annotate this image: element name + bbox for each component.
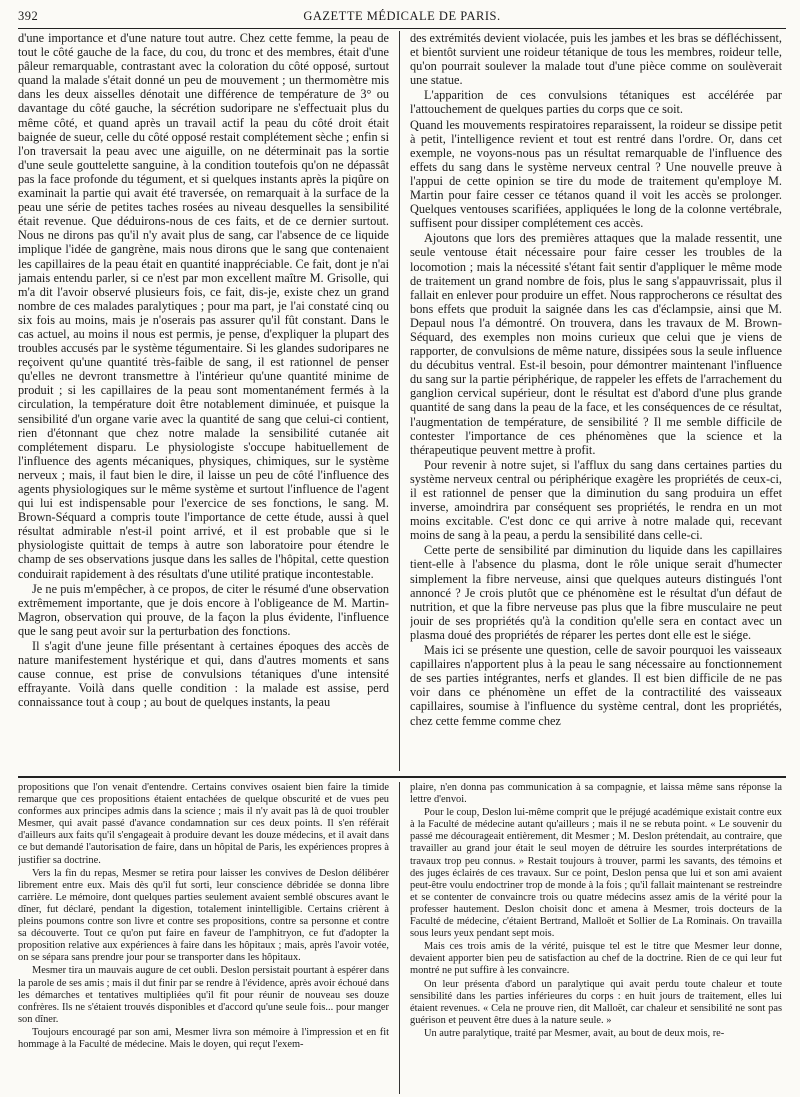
paragraph: On leur présenta d'abord un paralytique qui avait perdu toute chaleur et toute sensibilité dans les parties inférieures du corps : en huit jours de traitement, elles lui étaient revenues. « Cela ne prouve rien, dit Malloët, car chaleur et sensibilité ne sont pas guérison et peuvent être dues à la nature seule. » xyxy=(410,978,782,1026)
paragraph: Mais ici se présente une question, celle de savoir pourquoi les vaisseaux capillaires n'apportent plus à la peau le sang nécessaire au fonctionnement de ses parties intégrantes, nerfs et glandes. Il est bien difficile de ne pas voir dans ce phénomène un effet de la contractilité des vaisseaux capillaires, soumise à l'influence du système central, dont les propriétés, chez cette femme comme chez xyxy=(410,643,782,728)
paragraph: Cette perte de sensibilité par diminution du liquide dans les capillaires tient-elle à l'absence du plasma, dont le rôle unique serait d'humecter simplement la fibre nerveuse, ainsi que quelques auteurs distingués l'ont annoncé ? Je crois plutôt que ce phénomène est le résultat d'un défaut de nutrition, et que la fibre nerveuse pas plus que la fibre musculaire ne peut jouir de ses propriétés qu'à la condition qu'elle sera en contact avec un plasma doué des propriétés de réparer les pertes dont elle est le siége. xyxy=(410,543,782,642)
feuilleton-column-right xyxy=(410,782,782,1094)
paragraph: des extrémités devient violacée, puis les jambes et les bras se défléchissent, et bientôt survient une roideur tétanique de tous les membres, roideur telle, qu'on pourrait soulever la malade tout d'une pièce comme on soulèverait une statue. xyxy=(410,31,782,88)
running-title: GAZETTE MÉDICALE DE PARIS. xyxy=(303,9,501,23)
paragraph: Il s'agit d'une jeune fille présentant à certaines époques des accès de nature manifestement hystérique et qui, dans d'autres moments et sans cause connue, est prise de convulsions tétaniques d'une intensité effrayante. Voilà dans quelle condition : la malade est assise, perd connaissance tout à coup ; au bout de quelques instants, la peau xyxy=(18,639,389,710)
paragraph: Pour le coup, Deslon lui-même comprit que le préjugé académique existait contre eux à la Faculté de médecine autant qu'ailleurs ; mais il ne se rebuta point. « Le souvenir du passé me décourageait entièrement, dit Mesmer ; M. Deslon prétendait, au contraire, que travailler au grand jour était le seul moyen de détruire les sourdes interprétations de travaux trop peu connus. » Restait toujours à trouver, parmi les savants, des témoins et des juges éclairés de ces travaux. Sur ce point, Deslon pensa que lui et son ami avaient peut-être voulu endoctriner trop de monde à la fois ; qu'il fallait maintenant se restreindre et se contenter de convaincre trois ou quatre médecins assez amis de la vérité pour la professer hautement. Deslon choisit donc et amena à Mesmer, trois docteurs de la Faculté de médecine, c'étaient Bertrand, Malloët et Sollier de La Rominais. On travailla sous leurs yeux pendant sept mois. xyxy=(410,807,782,940)
paragraph: plaire, n'en donna pas communication à sa compagnie, et laissa même sans réponse la lettre d'envoi. xyxy=(410,782,782,806)
paragraph: Ajoutons que lors des premières attaques que la malade ressentit, une seule ventouse était nécessaire pour faire cesser les troubles de la locomotion ; mais la nécessité s'étant fait sentir d'appliquer le même mode de traitement un grand nombre de fois, plus le sang s'appauvrissait, plus il fallait en enlever pour produire un effet. Nous rapprocherons ce résultat des bons effets que produit la saignée dans les cas d'éclampsie, ainsi que M. Depaul nous l'a démontré. On trouvera, dans les travaux de M. Brown-Séquard, des exemples non moins curieux que celui que je viens de rapporter, de convulsions de même nature, dissipées sous la seule influence du décubitus ventral. Est-il besoin, pour démontrer maintenant l'influence du sang sur la partie périphérique, de rappeler les effets de l'arrachement du ganglion cervical supérieur, dont le résultat est d'abord d'une plus grande quantité de sang dans la peau de la face, et les conséquences de ce résultat, l'augmentation de température, de sensibilité ? Il me semble difficile de contester l'importance de ces phénomènes que la science et la thérapeutique peuvent mettre à profit. xyxy=(410,231,782,457)
article-column-left xyxy=(18,31,389,774)
paragraph: Je ne puis m'empêcher, à ce propos, de citer le résumé d'une observation extrêmement importante, que je dois encore à l'obligeance de M. Martin-Magron, observation qui prouve, de la façon la plus évidente, l'influence que le sang peut avoir sur la perturbation des fonctions. xyxy=(18,581,389,638)
article-column-right xyxy=(410,31,782,774)
paragraph: Quand les mouvements respiratoires reparaissent, la roideur se dissipe petit à petit, l'intelligence revient et tout est rentré dans l'ordre. Or, dans cet exemple, ne voyons-nous pas un résultat remarquable de l'influence des effets du sang dans le système nerveux central ? Une nouvelle preuve à l'appui de cette opinion se tire du mode de traitement qu'employe M. Martin pour faire cesser ce tétanos quand il voit les accès se prolonger. Quelques ventouses scarifiées, appliquées le long de la colonne vertébrale, suffisent pour dissiper complétement ces accès. xyxy=(410,117,782,231)
paragraph: propositions que l'on venait d'entendre. Certains convives osaient bien faire la timide remarque que ces propositions étaient entachées de quelque obscurité et de vues peu conformes aux principes admis dans la science ; mais il n'y avait pas là de quoi troubler Mesmer, qui avait passé d'avance condamnation sur ces deux points. Il s'en référait d'ailleurs aux faits qu'il s'engageait à produire devant les douze médecins, et il avait dans ce but demandé l'autorisation de faire, dans un hôpital de Paris, les expériences propres à justifier sa doctrine. xyxy=(18,782,389,866)
feuilleton-column-left xyxy=(18,782,389,1094)
paragraph: Mais ces trois amis de la vérité, puisque tel est le titre que Mesmer leur donne, devaient apporter bien peu de satisfaction au chef de la doctrine. Rien de ce qui leur fut montré ne put suffire à les convaincre. xyxy=(410,941,782,977)
paragraph: Vers la fin du repas, Mesmer se retira pour laisser les convives de Deslon délibérer librement entre eux. Mais dès qu'il fut sorti, leur conscience débridée se donna libre carrière. Le mémoire, dont quelques parties seulement avaient semblé obscures avant le dîner, fut déclaré, pendant la digestion, totalement inintelligible. Certains crièrent à pleins poumons contre son livre et contre ses propositions, contre sa personne et contre sa découverte. Tout ce qu'on put faire en faveur de l'amphitryon, ce fut d'adopter la proposition relative aux expériences à faire dans les hôpitaux ; mais, après l'avoir votée, on se sépara sans prendre jour pour se transporter dans les hôpitaux. xyxy=(18,867,389,964)
paragraph: L'apparition de ces convulsions tétaniques est accélérée par l'attouchement de quelques parties du corps que ce soit. xyxy=(410,88,782,117)
paragraph: Un autre paralytique, traité par Mesmer, avait, au bout de deux mois, re- xyxy=(424,1027,725,1039)
feuilleton-rule xyxy=(18,776,786,778)
column-divider xyxy=(399,782,400,1094)
paragraph: d'une importance et d'une nature tout autre. Chez cette femme, la peau de tout le côté gauche de la face, du cou, du tronc et des membres, était d'une pâleur remarquable, contrastant avec la coloration du côté opposé, surtout quand la malade s'était donné un peu de mouvement ; un thermomètre mis dans les deux aisselles dénotait une différence de température de 3° ou davantage du côté gauche, la sécrétion sudoripare ne s'effectuait plus du même côté, et quand après un travail actif la peau du côté droit était baignée de sueur, celle du côté opposé restait complétement sèche ; enfin si l'on traversait la peau avec une aiguille, on ne déterminait pas la sortie d'une seule gouttelette sanguine, à la condition toutefois qu'on ne dépassât pas la face profonde du tégument, et si quelques instants après la piqûre on examinait la partie qui avait été traversée, on remarquait à la surface de la peau une série de petites taches rosées au niveau desquelles la sensibilité était revenue. Que déduirons-nous de ces faits, et de ce dernier surtout. Nous ne dirons pas qu'il n'y avait plus de sang, car l'absence de ce liquide implique l'idée de gangrène, mais nous dirons que le sang que contenaient les capillaires de la peau était en quantité inappréciable. Ce fait, dont je n'ai jamais entendu parler, si ce n'est par mon excellent maître M. Grisolle, qui m'a dit l'avoir observé plusieurs fois, ce fait, dis-je, existe chez un grand nombre de ces malades paralytiques ; pour ma part, je l'ai constaté cinq ou six fois au moins, mais je n'oserais pas assurer qu'il fût constant. Dans le cas actuel, au moins il nous est permis, je pense, d'expliquer la plupart des troubles accusés par le système tégumentaire. Si les glandes sudoripares ne reçoivent qu'une quantité très-faible de sang, il est rationnel de penser qu'elles ne devront transmettre à l'intérieur qu'une quantité minime de produit ; si les capillaires de la peau sont momentanément fermés à la circulation, la température doit être notablement diminuée, et puisque la sensibilité d'un organe varie avec la quantité de sang que celui-ci contient, rien d'étonnant que chez notre malade la sensibilité cutanée ait complétement disparu. Le physiologiste s'occupe habituellement de l'influence des agents mécaniques, physiques, chimiques, sur le système nerveux ; mais, il faut bien le dire, il laisse un peu de côté l'influence des agents physiologiques sur le même système et surtout l'influence de l'agent qui lui est indispensable pour l'exercice de ses fonctions, le sang. M. Brown-Séquard a compris toute l'importance de cette étude, aussi à quel résultat admirable n'est-il point arrivé, et il est probable que si le physiologiste quittait de temps à autre son laboratoire pour étendre le champ de ses observations jusque dans les salles de l'hôpital, cette question conduirait rapidement à des résultats d'une utilité pratique incontestable. xyxy=(18,31,389,581)
page-header xyxy=(18,6,786,29)
page-number: 392 xyxy=(18,9,39,23)
paragraph: Mesmer tira un mauvais augure de cet oubli. Deslon persistait pourtant à espérer dans la parole de ses amis ; mais il dut finir par se rendre à l'évidence, après avoir échoué dans les démarches et tentatives multipliées qu'il fit pour réunir de nouveau ses douze confrères. Ils ne s'étaient trouvés disponibles et d'accord qu'une seule fois... pour manger son dîner. xyxy=(18,965,389,1025)
paragraph: Toujours encouragé par son ami, Mesmer livra son mémoire à l'impression et en fit hommage à la Faculté de médecine. Mais le doyen, qui reçut l'exem- xyxy=(18,1026,389,1050)
paragraph: Pour revenir à notre sujet, si l'afflux du sang dans certaines parties du système nerveux central ou périphérique exagère les propriétés de ceux-ci, il est rationnel de penser que la diminution du sang produira un effet inverse, amoindrira par conséquent ses propriétés, le rendra en un mot moins excitable. C'est donc ce qui arrive à notre malade qui, recevant moins de sang à la peau, a perdu la sensibilité dans celle-ci. xyxy=(410,457,782,543)
column-divider xyxy=(399,31,400,771)
